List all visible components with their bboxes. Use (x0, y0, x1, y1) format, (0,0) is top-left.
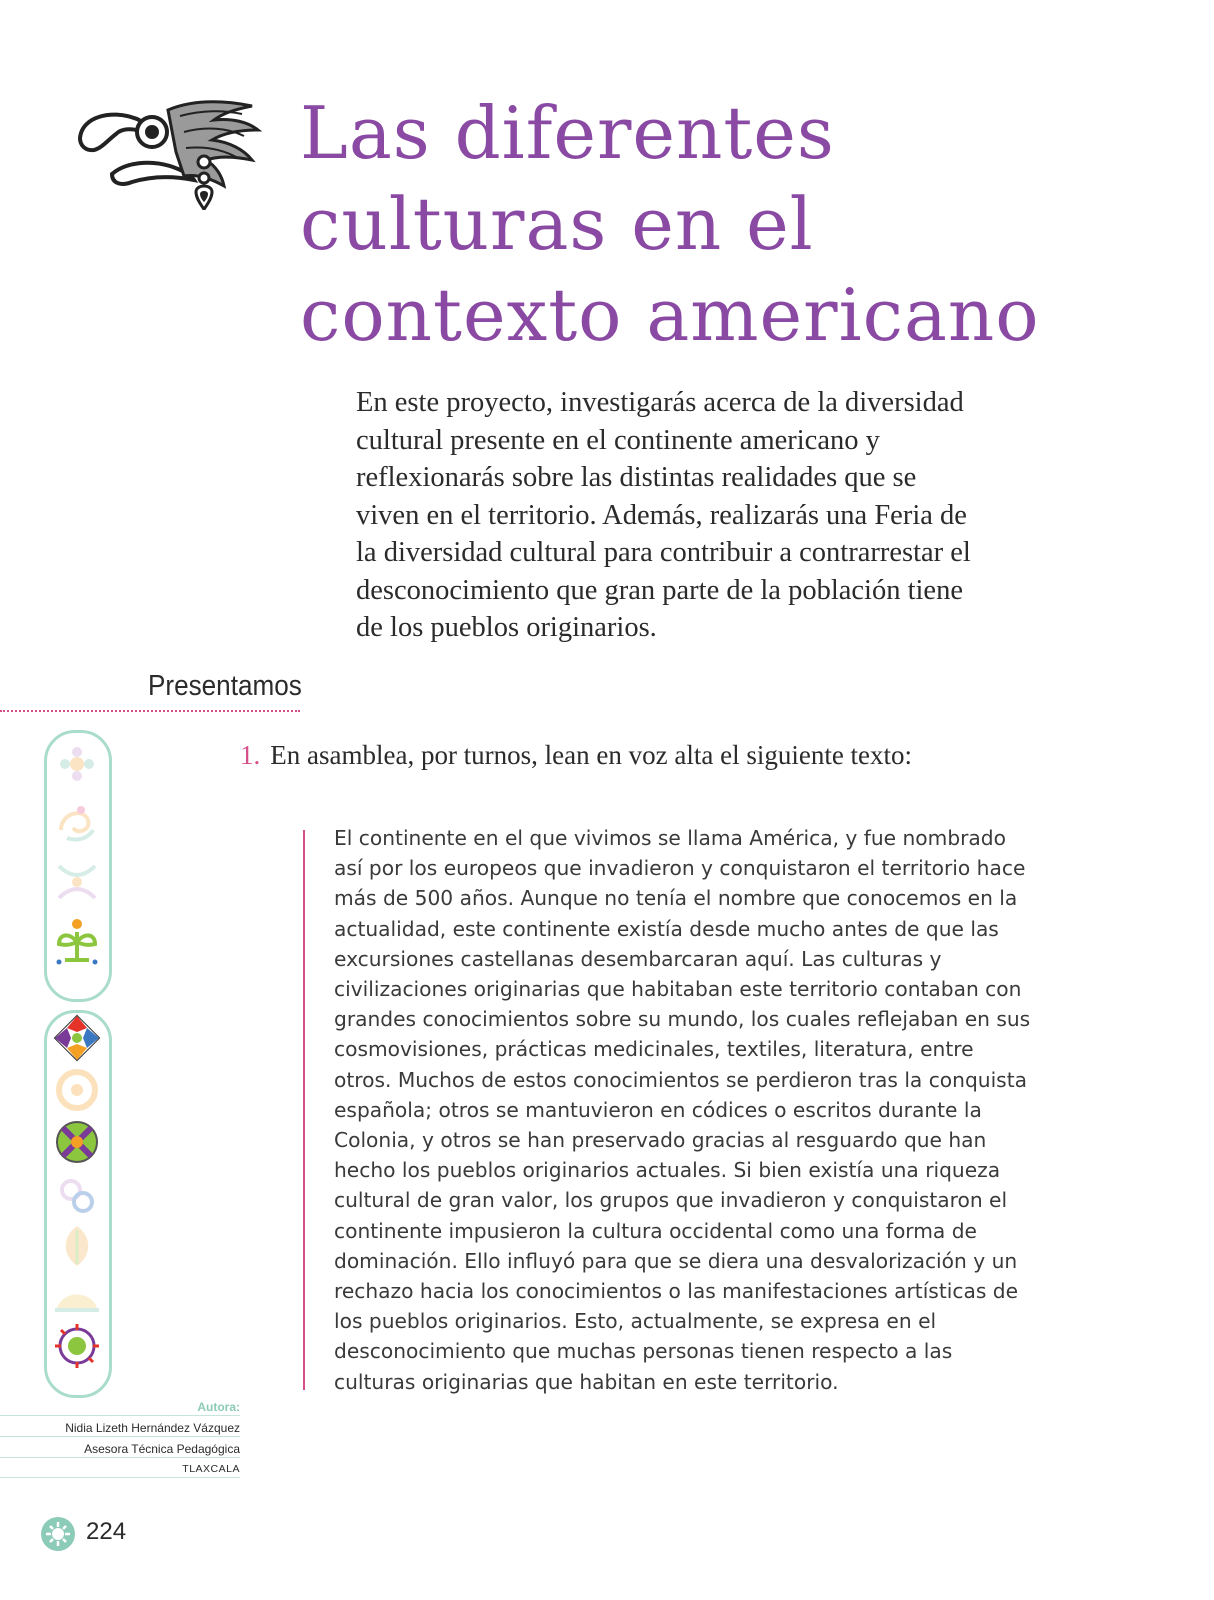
seed-swirl-icon (51, 796, 103, 848)
instruction-text: En asamblea, por turnos, lean en voz alta el siguiente texto: (270, 740, 913, 770)
glyph-head-icon (72, 96, 262, 214)
x-circle-icon (51, 1116, 103, 1168)
spiral-flower-icon (51, 738, 103, 790)
title-line: culturas en el (300, 182, 814, 266)
author-name: Nidia Lizeth Hernández Vázquez (65, 1421, 240, 1435)
figure-arcs-icon (51, 856, 103, 908)
title-line: contexto americano (300, 273, 1040, 357)
gear-flower-icon (40, 1516, 76, 1552)
mound-icon (51, 1270, 103, 1322)
page-number: 224 (86, 1518, 127, 1545)
circle-swirl-icon (51, 1064, 103, 1116)
credit-divider (0, 1415, 240, 1416)
four-petal-cross-icon (51, 1012, 103, 1064)
linked-rings-icon (51, 1170, 103, 1222)
quote-bar (303, 830, 305, 1390)
author-state: TLAXCALA (182, 1463, 240, 1475)
reading-text: El continente en el que vivimos se llama América, y fue nombrado así por los europeos que invadieron y conquistaron el territorio hace más de 500 años. Aunque no tenía el nombre que conocemos en la actualidad, este continente existía desde mucho antes de que las excursiones castellanas desembarcaran aquí. Las culturas y civilizaciones originarias que habitaban este territorio contaban con grandes conocimientos sobre su mundo, los cuales reflejaban en sus cosmovisiones, prácticas medicinales, textiles, literatura, entre otros. Muchos de estos conocimientos se perdieron tras la conquista española; otros se mantuvieron en códices o escritos durante la Colonia, y otros se han preservado gracias al resguardo que han hecho los pueblos originarios actuales. Si bien existía una riqueza cultural de gran valor, los grupos que invadieron y conquistaron el continente impusieron la cultura occidental como una forma de dominación. Ello influyó para que se diera una desvalorización y un rechazo hacia los conocimientos o las manifestaciones artísticas de los pueblos originarios. Esto, actualmente, se expresa en el desconocimiento que muchas personas tienen respecto a las culturas originarias que habitan en este territorio. (334, 826, 1031, 1394)
sprout-figure-icon (51, 916, 103, 968)
credit-divider (0, 1436, 240, 1437)
credit-divider (0, 1477, 240, 1478)
section-divider (0, 710, 300, 712)
credit-divider (0, 1457, 240, 1458)
page-title (300, 88, 1180, 361)
leaf-icon (51, 1220, 103, 1272)
author-label: Autora: (197, 1400, 240, 1414)
instruction-number: 1. (240, 740, 261, 770)
intro-paragraph: En este proyecto, investigarás acerca de la diversidad cultural presente en el continente americano y reflexionarás sobre las distintas realidades que se viven en el territorio. Además, realizarás una Feria de la diversidad cultural para contribuir a contrarrestar el desconocimiento que gran parte de la población tiene de los pueblos originarios. (356, 387, 971, 643)
author-role: Asesora Técnica Pedagógica (84, 1442, 240, 1456)
sun-burst-icon (51, 1320, 103, 1372)
section-heading: Presentamos (148, 670, 302, 702)
instruction-item (240, 740, 1020, 771)
title-line: Las diferentes (300, 91, 835, 175)
